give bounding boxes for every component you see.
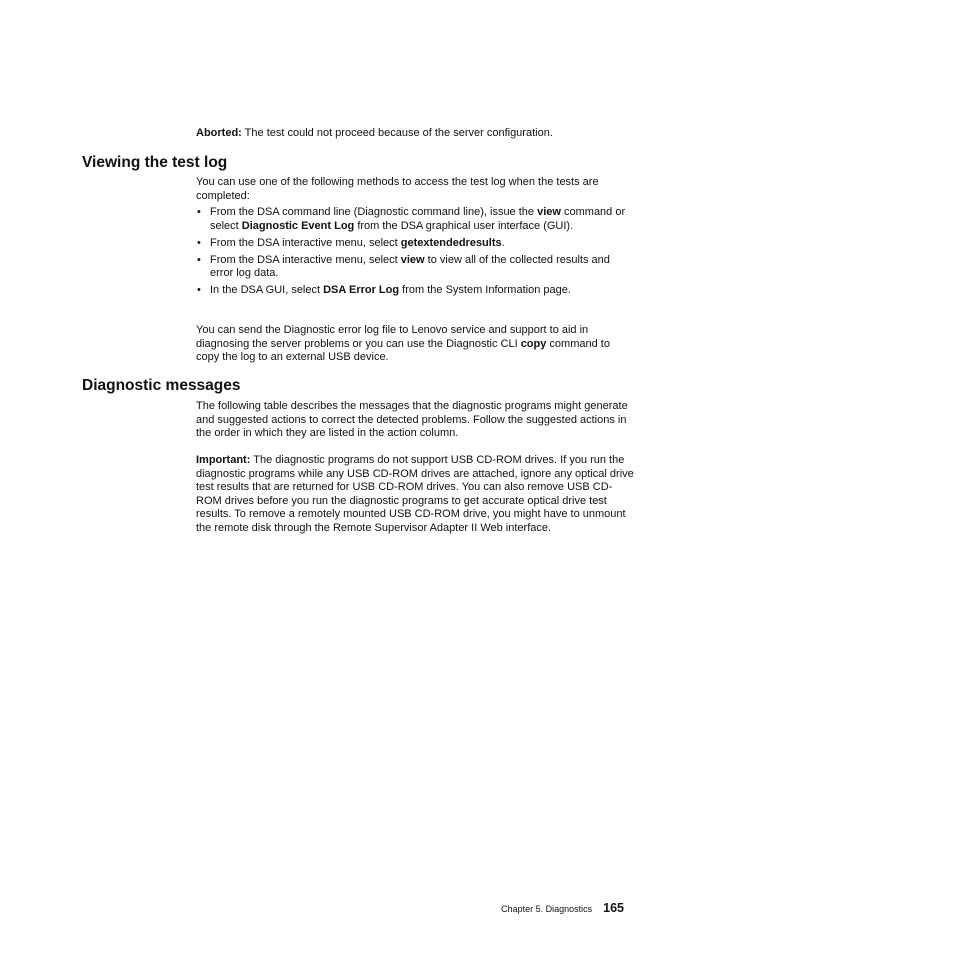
list-item: • From the DSA interactive menu, select getextendedresults. xyxy=(197,236,505,249)
heading-viewing-test-log: Viewing the test log xyxy=(82,154,228,171)
important-text: The diagnostic programs do not support USB CD-ROM drives. If you run the diagnostic programs while any USB CD-ROM drives are attached, ignore any optical drive test results that are returned for USB CD-ROM drives. You can also remove USB CD-ROM drives before you run the diagnostic programs to get accurate optical drive test results. To remove a remotely mounted USB CD-ROM drive, you might have to unmount the remote disk through the Remote Supervisor Adapter II Web interface. xyxy=(196,454,634,534)
list-item: • From the DSA interactive menu, select view to view all of the collected results and error log data. xyxy=(197,253,610,280)
view-command: view xyxy=(537,206,561,218)
test-log-methods-list xyxy=(196,206,636,301)
test-log-intro: You can use one of the following methods to access the test log when the tests are completed: xyxy=(196,176,599,202)
bullet-icon: • xyxy=(197,253,201,266)
view-menu-option: view xyxy=(400,253,425,266)
bullet-icon: • xyxy=(197,206,201,218)
aborted-label: Aborted: xyxy=(196,127,242,139)
important-label: Important: xyxy=(196,454,251,466)
aborted-paragraph xyxy=(196,127,636,141)
bullet-icon: • xyxy=(197,236,201,249)
list-item: • In the DSA GUI, select DSA Error Log from the System Information page. xyxy=(197,284,571,297)
heading-diagnostic-messages: Diagnostic messages xyxy=(82,377,241,394)
footer-chapter: Chapter 5. Diagnostics xyxy=(501,904,593,914)
list-item: • From the DSA command line (Diagnostic command line), issue the view command or select Diagnostic Event Log from the DSA graphical user interface (GUI). xyxy=(197,206,626,232)
getextendedresults-command: getextendedresults xyxy=(400,236,502,249)
dsa-error-log-label: DSA Error Log xyxy=(323,284,400,297)
copy-command: copy xyxy=(520,337,547,350)
page-number: 165 xyxy=(603,901,624,915)
send-log-paragraph: You can send the Diagnostic error log file to Lenovo service and support to aid in diagnosing the server problems or you can use the Diagnostic CLI copy command to copy the log to an external USB device. xyxy=(196,324,610,364)
bullet-icon: • xyxy=(197,284,201,297)
page-footer xyxy=(0,900,624,917)
diagnostic-event-log-label: Diagnostic Event Log xyxy=(241,219,355,232)
messages-intro: The following table describes the messages that the diagnostic programs might generate and suggested actions to correct the detected problems. Follow the suggested actions in the order in which they are listed in the action column. xyxy=(196,400,628,440)
important-note xyxy=(196,454,636,536)
aborted-text: The test could not proceed because of the server configuration. xyxy=(241,127,553,139)
